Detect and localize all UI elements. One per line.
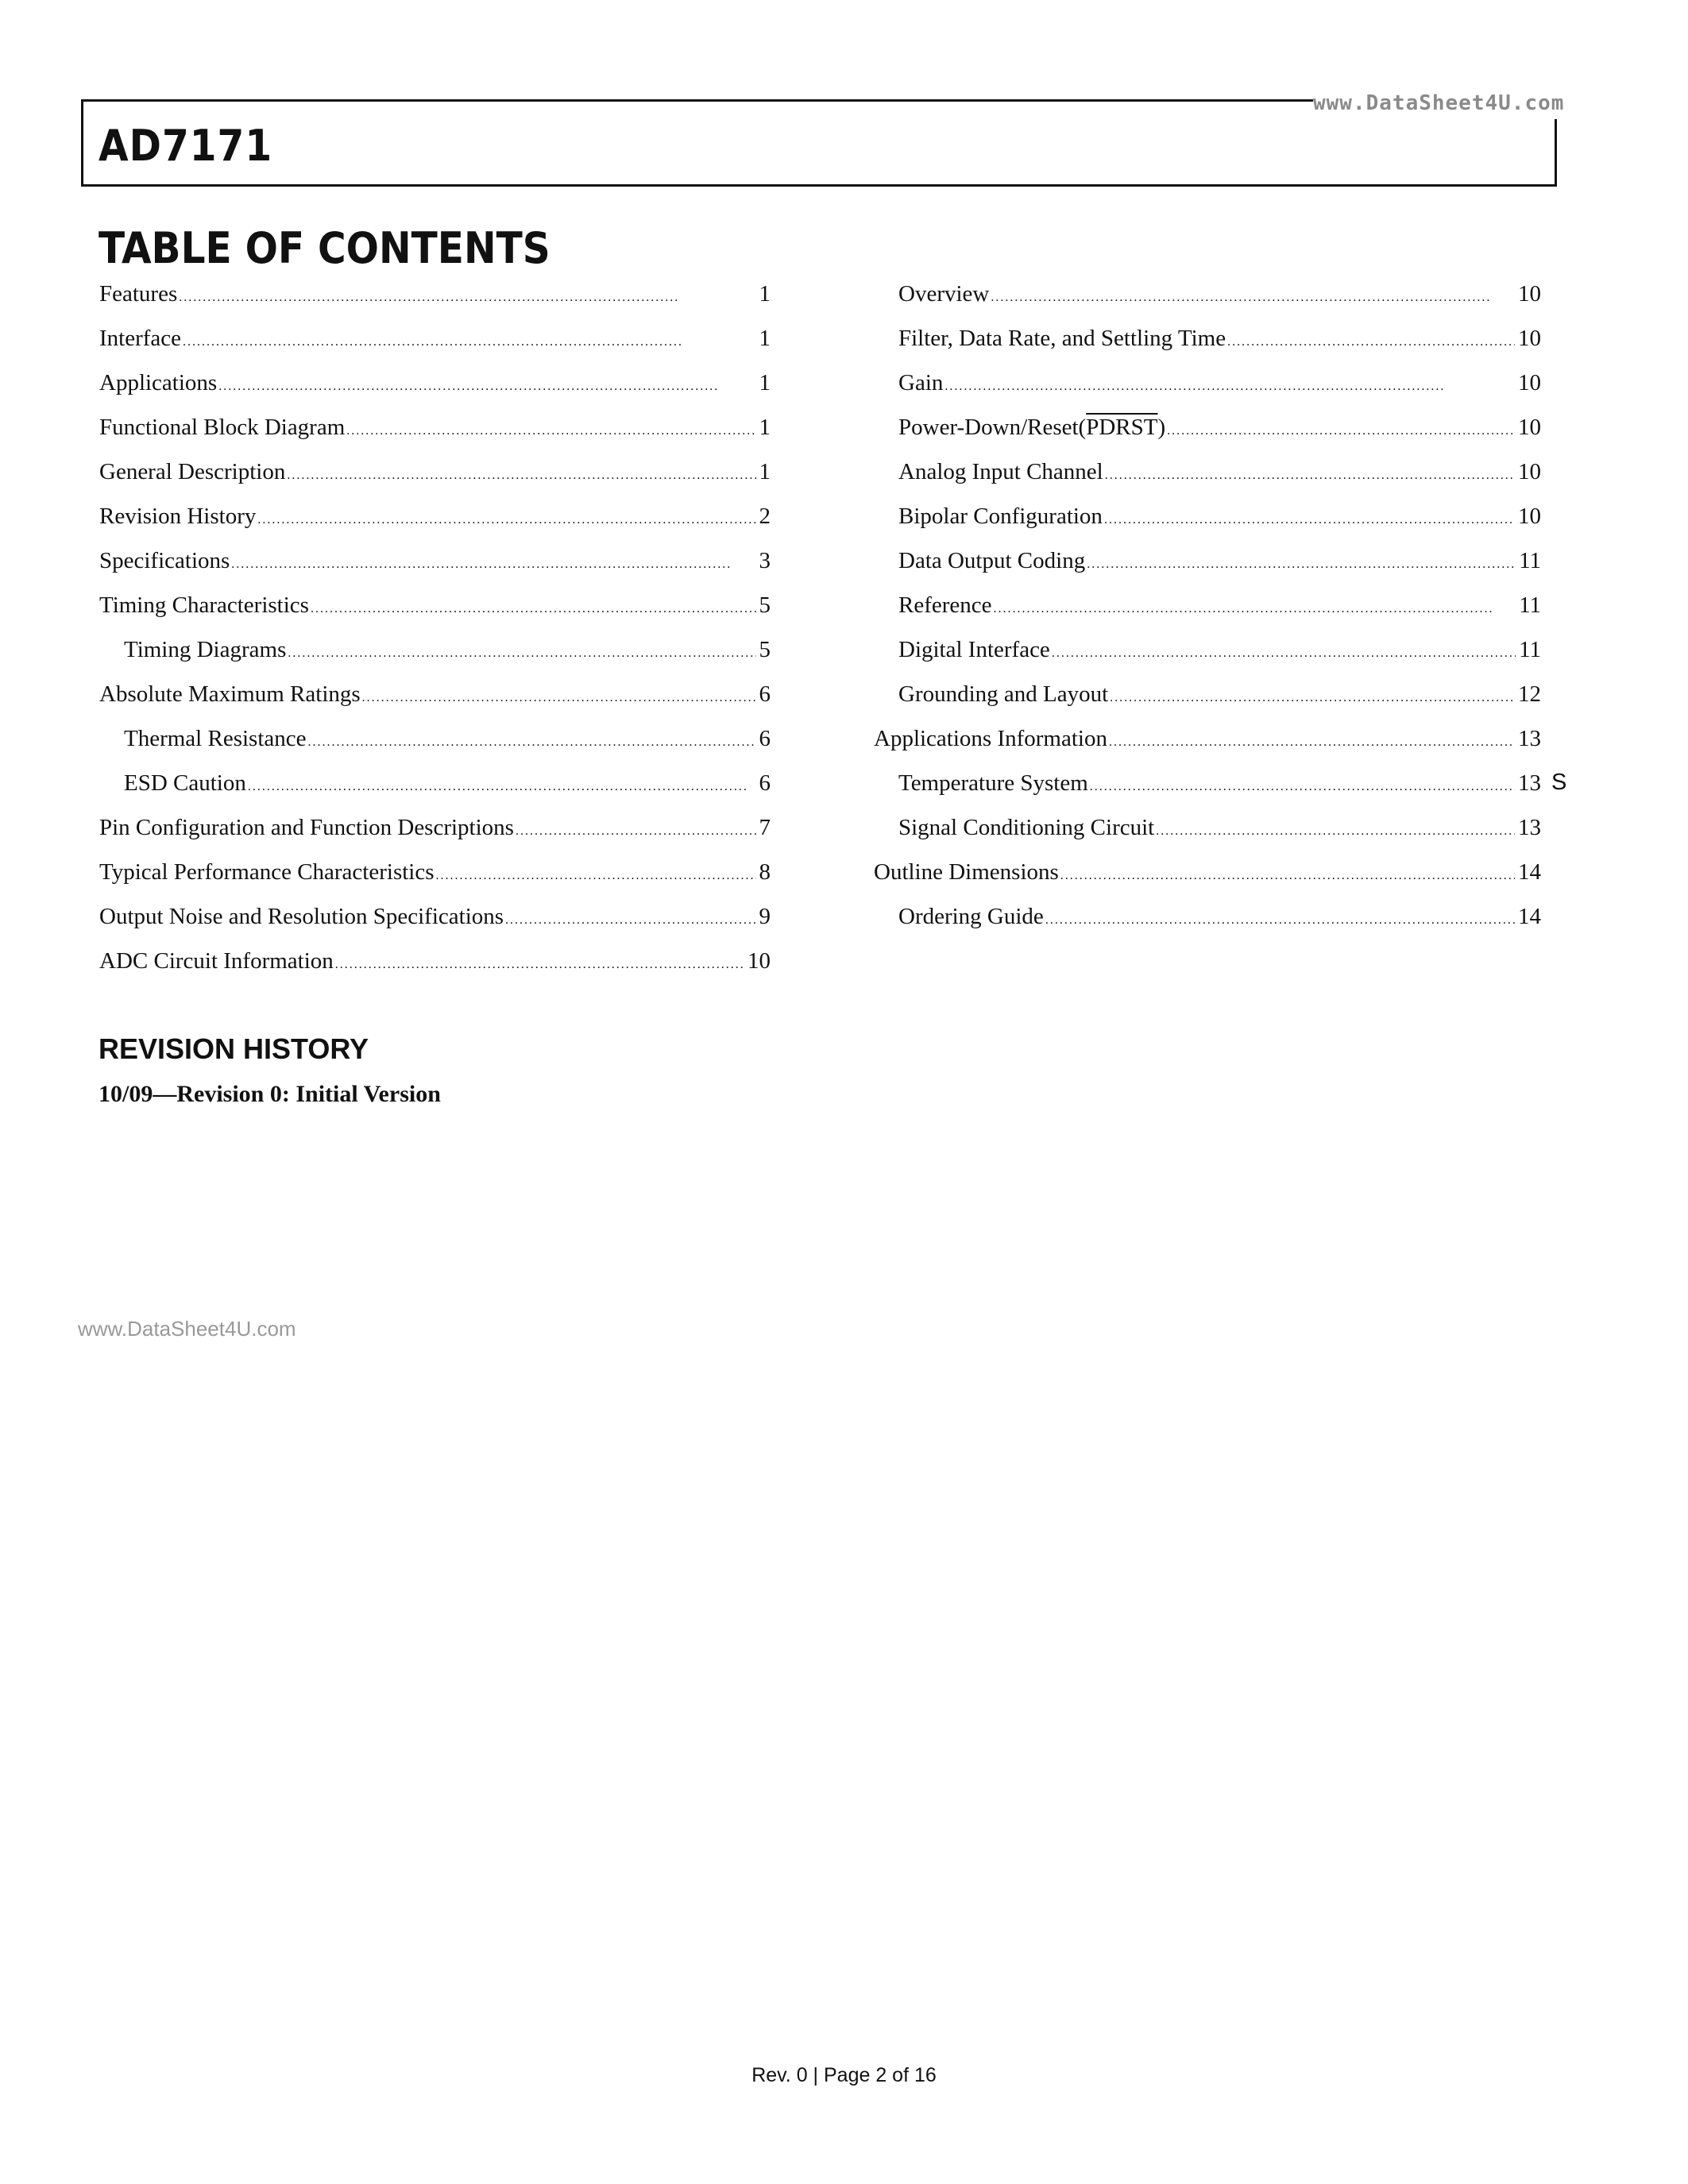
toc-leader — [516, 805, 756, 854]
toc-entry[interactable] — [874, 405, 1541, 450]
toc-leader — [944, 361, 1515, 409]
toc-entry[interactable] — [99, 761, 771, 805]
toc-page: 8 — [759, 859, 771, 885]
toc-entry[interactable] — [99, 316, 771, 361]
toc-page: 14 — [1518, 904, 1541, 929]
toc-page: 1 — [759, 415, 771, 440]
toc-page: 10 — [1518, 281, 1541, 307]
toc-label: ESD Caution — [124, 770, 246, 796]
watermark-top: www.DataSheet4U.com — [1313, 87, 1609, 119]
toc-page: 11 — [1519, 592, 1541, 618]
toc-page: 12 — [1518, 681, 1541, 707]
toc-label: Grounding and Layout — [898, 681, 1109, 707]
product-name: AD7171 — [98, 121, 273, 171]
toc-right-column — [874, 272, 1541, 939]
toc-left-column — [99, 272, 771, 983]
toc-page: 13 — [1518, 815, 1541, 840]
toc-entry[interactable] — [99, 716, 771, 761]
toc-page: 10 — [1518, 459, 1541, 484]
page-footer: Rev. 0 | Page 2 of 16 — [751, 2064, 937, 2086]
toc-leader — [346, 405, 755, 453]
toc-leader — [1087, 538, 1516, 587]
toc-leader — [248, 761, 756, 809]
toc-entry[interactable] — [99, 805, 771, 850]
toc-label-text: Power-Down/Reset( — [898, 415, 1087, 440]
toc-label: Interface — [99, 326, 182, 351]
toc-leader — [436, 850, 756, 898]
toc-leader — [1045, 894, 1515, 943]
toc-page: 1 — [759, 326, 771, 351]
toc-label: General Description — [99, 459, 286, 484]
toc-leader — [335, 939, 744, 987]
toc-entry[interactable] — [99, 894, 771, 939]
toc-page: 11 — [1519, 548, 1541, 573]
toc-leader — [179, 272, 755, 320]
toc-label: Output Noise and Resolution Specifications — [99, 904, 504, 929]
toc-leader — [1052, 627, 1516, 676]
toc-page: 5 — [759, 637, 771, 662]
toc-leader — [1156, 805, 1515, 854]
toc-leader — [1060, 850, 1515, 898]
toc-entry[interactable] — [99, 939, 771, 983]
revision-history-heading: REVISION HISTORY — [98, 1032, 369, 1065]
toc-leader — [287, 450, 755, 498]
watermark-middle: www.DataSheet4U.com — [78, 1317, 296, 1341]
toc-page: 6 — [759, 770, 771, 796]
toc-label: Features — [99, 281, 178, 307]
toc-page: 1 — [759, 459, 771, 484]
toc-label: Reference — [898, 592, 992, 618]
toc-label-tail: ) — [1157, 415, 1166, 440]
toc-label: Typical Performance Characteristics — [99, 859, 435, 885]
toc-page: 10 — [1518, 326, 1541, 351]
toc-entry[interactable] — [99, 850, 771, 894]
toc-entry[interactable] — [99, 583, 771, 627]
toc-leader — [362, 672, 756, 720]
toc-entry[interactable] — [99, 450, 771, 494]
toc-leader — [1104, 494, 1515, 542]
toc-page: 2 — [759, 504, 771, 529]
toc-label: Pin Configuration and Function Descriptions — [99, 815, 514, 840]
toc-entry[interactable] — [874, 627, 1541, 672]
toc-entry[interactable] — [99, 405, 771, 450]
toc-label: Functional Block Diagram — [99, 415, 346, 440]
toc-page: 6 — [759, 726, 771, 751]
toc-entry[interactable] — [874, 672, 1541, 716]
toc-entry[interactable] — [99, 272, 771, 316]
toc-page: 7 — [759, 815, 771, 840]
toc-entry[interactable] — [874, 716, 1541, 761]
pdrst-signal: PDRST — [1086, 415, 1158, 440]
toc-entry[interactable] — [874, 850, 1541, 894]
toc-leader — [1110, 672, 1515, 720]
toc-entry[interactable] — [874, 361, 1541, 405]
toc-leader — [991, 272, 1515, 320]
toc-label: Applications — [99, 370, 218, 396]
toc-label: Applications Information — [874, 726, 1107, 751]
toc-page: 10 — [747, 948, 771, 974]
toc-entry[interactable] — [874, 450, 1541, 494]
toc-label: Overview — [898, 281, 990, 307]
toc-leader — [231, 538, 755, 587]
toc-leader — [183, 316, 755, 365]
toc-page: 14 — [1518, 859, 1541, 885]
toc-leader — [218, 361, 755, 409]
toc-page: 13 — [1518, 726, 1541, 751]
toc-label — [898, 405, 1165, 450]
toc-label: Bipolar Configuration — [898, 504, 1103, 529]
toc-leader — [308, 716, 756, 765]
toc-leader — [1227, 316, 1515, 365]
toc-entry[interactable] — [99, 672, 771, 716]
toc-label: Timing Diagrams — [124, 637, 287, 662]
toc-label: Specifications — [99, 548, 230, 573]
toc-label: Thermal Resistance — [124, 726, 307, 751]
toc-leader — [1167, 405, 1515, 453]
toc-page: 10 — [1518, 370, 1541, 396]
toc-entry[interactable] — [99, 538, 771, 583]
toc-label: Gain — [898, 370, 944, 396]
toc-label: ADC Circuit Information — [99, 948, 334, 974]
toc-entry[interactable] — [874, 761, 1541, 805]
toc-label: Revision History — [99, 504, 257, 529]
toc-page: 11 — [1519, 637, 1541, 662]
toc-entry[interactable] — [874, 494, 1541, 538]
toc-leader — [994, 583, 1516, 631]
toc-entry[interactable] — [874, 538, 1541, 583]
toc-leader — [505, 894, 755, 943]
toc-entry[interactable] — [99, 361, 771, 405]
toc-page: 9 — [759, 904, 771, 929]
toc-page: 6 — [759, 681, 771, 707]
toc-entry[interactable] — [99, 627, 771, 672]
toc-entry[interactable] — [874, 583, 1541, 627]
toc-label: Outline Dimensions — [874, 859, 1059, 885]
toc-entry[interactable] — [874, 316, 1541, 361]
toc-entry[interactable] — [874, 272, 1541, 316]
toc-leader — [1109, 716, 1515, 765]
toc-page: 1 — [759, 370, 771, 396]
toc-label: Digital Interface — [898, 637, 1050, 662]
toc-leader — [1105, 450, 1515, 498]
toc-label: Temperature System — [898, 770, 1088, 796]
toc-label: Signal Conditioning Circuit — [898, 815, 1155, 840]
toc-page: 5 — [759, 592, 771, 618]
toc-entry[interactable] — [874, 894, 1541, 939]
toc-page: 13 — [1518, 770, 1541, 796]
toc-label: Ordering Guide — [898, 904, 1044, 929]
toc-label: Data Output Coding — [898, 548, 1086, 573]
toc-label: Filter, Data Rate, and Settling Time — [898, 326, 1226, 351]
toc-page: 10 — [1518, 504, 1541, 529]
toc-page: 1 — [759, 281, 771, 307]
toc-label: Timing Characteristics — [99, 592, 309, 618]
stray-character: S — [1551, 770, 1567, 795]
revision-entry: 10/09—Revision 0: Initial Version — [98, 1081, 441, 1107]
toc-entry[interactable] — [99, 494, 771, 538]
toc-page: 10 — [1518, 415, 1541, 440]
toc-leader — [311, 583, 756, 631]
toc-leader — [288, 627, 755, 676]
toc-leader — [257, 494, 755, 542]
toc-entry[interactable] — [874, 805, 1541, 850]
toc-label: Analog Input Channel — [898, 459, 1103, 484]
toc-title: TABLE OF CONTENTS — [98, 223, 550, 273]
toc-label: Absolute Maximum Ratings — [99, 681, 361, 707]
toc-leader — [1090, 761, 1515, 809]
toc-page: 3 — [759, 548, 771, 573]
